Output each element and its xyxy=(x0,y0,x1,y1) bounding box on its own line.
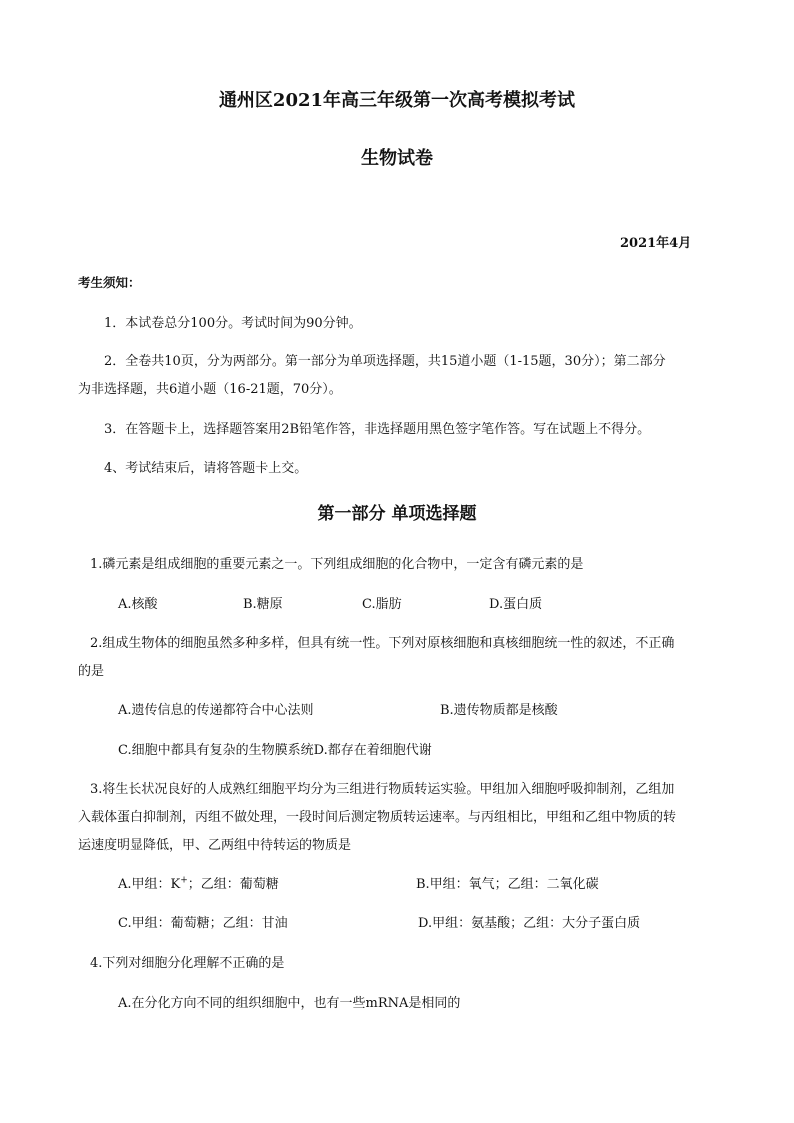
question-2-option-a: A.遗传信息的传递都符合中心法则 xyxy=(118,703,314,718)
question-1-option-a: A.核酸 xyxy=(118,597,158,612)
exam-subtitle: 生物试卷 xyxy=(361,148,433,169)
exam-date: 2021年4月 xyxy=(620,236,692,251)
question-1-option-b: B.糖原 xyxy=(243,597,283,612)
question-3-stem: 3.将生长状况良好的人成熟红细胞平均分为三组进行物质转运实验。甲组加入细胞呼吸抑制剂，乙组加 xyxy=(90,782,675,797)
question-3-option-a-text: A.甲组：K xyxy=(118,877,181,892)
question-3-option-d: D.甲组：氨基酸；乙组：大分子蛋白质 xyxy=(418,916,641,931)
question-3-stem-continued-1: 入载体蛋白抑制剂，丙组不做处理，一段时间后测定物质转运速率。与丙组相比，甲组和乙组中物质的转 xyxy=(78,810,677,825)
question-2-stem: 2.组成生物体的细胞虽然多种多样，但具有统一性。下列对原核细胞和真核细胞统一性的叙述，不正确 xyxy=(90,636,675,651)
notice-item-3: 3．在答题卡上，选择题答案用2B铅笔作答，非选择题用黑色签字笔作答。写在试题上不得分。 xyxy=(104,422,651,437)
notice-item-2-continued: 为非选择题，共6道小题（16-21题，70分）。 xyxy=(78,382,342,397)
question-3-option-a xyxy=(118,873,279,892)
question-3-stem-continued-2: 运速度明显降低，甲、乙两组中待转运的物质是 xyxy=(78,838,352,853)
notice-label: 考生须知： xyxy=(78,275,141,290)
question-4-stem: 4.下列对细胞分化理解不正确的是 xyxy=(90,956,285,971)
question-1-option-c: C.脂肪 xyxy=(362,597,402,612)
notice-item-2: 2．全卷共10页，分为两部分。第一部分为单项选择题，共15道小题（1-15题，30分）；第二部分 xyxy=(104,354,666,369)
question-4-option-a: A.在分化方向不同的组织细胞中，也有一些mRNA是相同的 xyxy=(118,996,461,1011)
exam-title: 通州区2021年高三年级第一次高考模拟考试 xyxy=(218,90,576,111)
question-1-option-d: D.蛋白质 xyxy=(489,597,543,612)
question-2-option-b: B.遗传物质都是核酸 xyxy=(440,703,558,718)
question-2-stem-continued: 的是 xyxy=(78,664,105,679)
notice-item-1: 1．本试卷总分100分。考试时间为90分钟。 xyxy=(104,316,362,331)
question-3-option-a-text-post: ；乙组：葡萄糖 xyxy=(187,877,279,892)
question-3-option-a-superscript: + xyxy=(180,875,188,886)
notice-item-4: 4、考试结束后，请将答题卡上交。 xyxy=(104,461,308,476)
question-3-option-c: C.甲组：葡萄糖；乙组：甘油 xyxy=(118,916,288,931)
question-1-stem: 1.磷元素是组成细胞的重要元素之一。下列组成细胞的化合物中，一定含有磷元素的是 xyxy=(90,557,584,572)
section-heading: 第一部分 单项选择题 xyxy=(317,504,477,524)
question-2-option-cd: C.细胞中都具有复杂的生物膜系统D.都存在着细胞代谢 xyxy=(118,743,432,758)
question-3-option-b: B.甲组：氧气；乙组：二氧化碳 xyxy=(416,877,599,892)
